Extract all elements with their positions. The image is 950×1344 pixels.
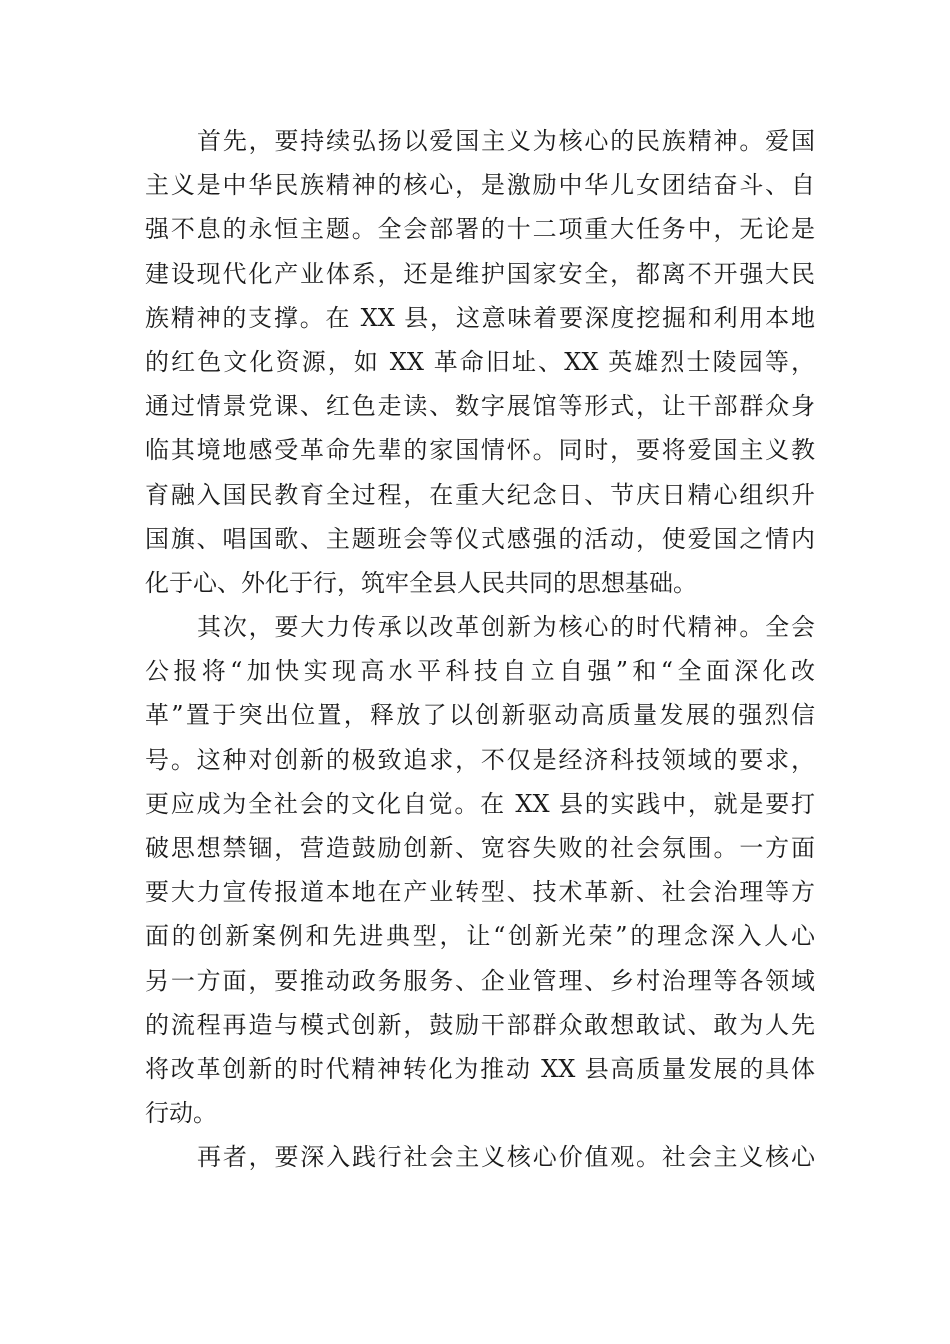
paragraph-patriotism [145,119,815,605]
text-line: 化于心、外化于行，筑牢全县人民共同的思想基础。 [145,568,697,597]
text-line: 破思想禁锢，营造鼓励创新、宽容失败的社会氛围。一方面 [145,834,815,862]
text-line: 号。这种对创新的极致追求，不仅是经济科技领域的要求， [145,745,815,774]
text-line: 革”置于突出位置，释放了以创新驱动高质量发展的强烈信 [145,701,815,730]
text-line: 面的创新案例和先进典型，让“创新光荣”的理念深入人心 [145,922,815,951]
text-line: 首先，要持续弘扬以爱国主义为核心的民族精神。爱国 [197,127,815,155]
text-line: 另一方面，要推动政务服务、企业管理、乡村治理等各领域 [145,966,815,995]
document-body [145,119,815,1180]
text-line: 族精神的支撑。在 XX 县，这意味着要深度挖掘和利用本地 [145,303,815,332]
text-line: 更应成为全社会的文化自觉。在 XX 县的实践中，就是要打 [145,789,815,818]
text-line: 建设现代化产业体系，还是维护国家安全，都离不开强大民 [145,259,815,288]
text-line: 要大力宣传报道本地在产业转型、技术革新、社会治理等方 [145,878,815,907]
text-line: 国旗、唱国歌、主题班会等仪式感强的活动，使爱国之情内 [145,524,815,553]
text-line: 主义是中华民族精神的核心，是激励中华儿女团结奋斗、自 [145,171,815,200]
text-line: 临其境地感受革命先辈的家国情怀。同时，要将爱国主义教 [145,436,815,465]
text-line: 强不息的永恒主题。全会部署的十二项重大任务中，无论是 [145,215,815,244]
text-line: 的流程再造与模式创新，鼓励干部群众敢想敢试、敢为人先 [145,1010,815,1039]
paragraph-core-values [145,1135,815,1179]
text-line: 再者，要深入践行社会主义核心价值观。社会主义核心 [197,1143,815,1172]
text-line: 行动。 [145,1099,217,1128]
text-line: 其次，要大力传承以改革创新为核心的时代精神。全会 [197,613,815,642]
text-line: 育融入国民教育全过程，在重大纪念日、节庆日精心组织升 [145,480,815,509]
text-line: 公报将“加快实现高水平科技自立自强”和“全面深化改 [145,657,815,686]
paragraph-innovation [145,605,815,1135]
text-line: 通过情景党课、红色走读、数字展馆等形式，让干部群众身 [145,392,815,421]
text-line: 将改革创新的时代精神转化为推动 XX 县高质量发展的具体 [145,1054,815,1083]
text-line: 的红色文化资源，如 XX 革命旧址、XX 英雄烈士陵园等， [145,347,815,376]
